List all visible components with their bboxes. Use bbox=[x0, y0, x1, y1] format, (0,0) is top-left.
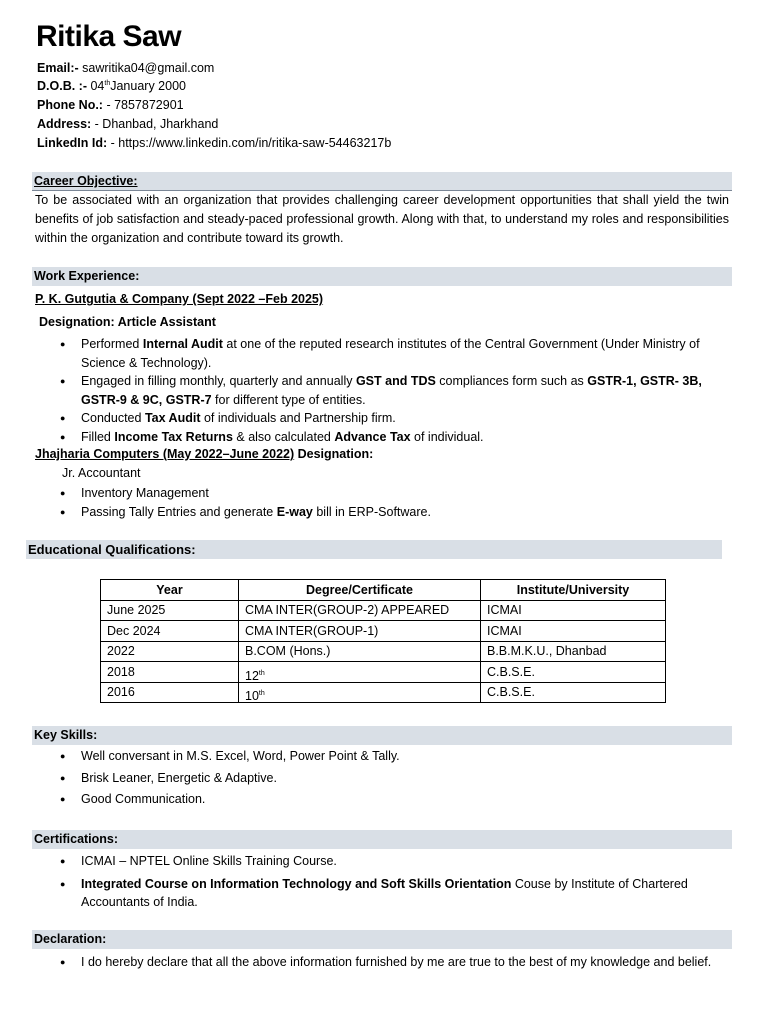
linkedin-value[interactable]: - https://www.linkedin.com/in/ritika-saw-54463217b bbox=[107, 136, 392, 150]
dob-line bbox=[37, 79, 186, 93]
key-skills-heading bbox=[32, 726, 732, 745]
designation-2-label: Designation: bbox=[294, 447, 374, 461]
list-item: ● Passing Tally Entries and generate E-way bill in ERP-Software. bbox=[57, 503, 717, 522]
list-item: ● Well conversant in M.S. Excel, Word, Power Point & Tally. bbox=[57, 746, 717, 768]
list-item: ● Performed Internal Audit at one of the reputed research institutes of the Central Government (Under Ministry of Science & Technology). bbox=[57, 335, 717, 372]
designation-1: Designation: Article Assistant bbox=[39, 315, 216, 329]
phone-line bbox=[37, 98, 184, 112]
table-row bbox=[101, 621, 666, 642]
candidate-name: Ritika Saw bbox=[36, 20, 182, 53]
table-row bbox=[101, 641, 666, 662]
work-bullets-2 bbox=[57, 484, 717, 521]
declaration-title: Declaration: bbox=[34, 932, 107, 946]
certifications-list bbox=[57, 852, 717, 912]
list-item: ● Good Communication. bbox=[57, 789, 717, 811]
certifications-title: Certifications: bbox=[34, 832, 119, 846]
skills-list bbox=[57, 746, 717, 811]
table-row bbox=[101, 600, 666, 621]
cell-institute: B.B.M.K.U., Dhanbad bbox=[481, 641, 666, 662]
designation-2-value: Jr. Accountant bbox=[62, 466, 141, 480]
dob-suffix: th bbox=[104, 79, 111, 87]
list-item: ● I do hereby declare that all the above information furnished by me are true to the best of my knowledge and belief. bbox=[57, 953, 717, 972]
phone-value: - 7857872901 bbox=[102, 98, 184, 112]
cell-institute: C.B.S.E. bbox=[481, 662, 666, 683]
education-heading bbox=[26, 540, 722, 559]
dob-day: 04 bbox=[87, 79, 105, 93]
key-skills-title: Key Skills: bbox=[34, 728, 98, 742]
cell-institute: ICMAI bbox=[481, 600, 666, 621]
work-experience-heading bbox=[32, 267, 732, 286]
list-item: ● Conducted Tax Audit of individuals and Partnership firm. bbox=[57, 409, 717, 428]
education-title: Educational Qualifications: bbox=[28, 542, 196, 557]
linkedin-line bbox=[37, 136, 391, 150]
cell-degree: CMA INTER(GROUP-2) APPEARED bbox=[239, 600, 481, 621]
table-row bbox=[101, 682, 666, 703]
career-objective-title: Career Objective: bbox=[34, 174, 138, 188]
address-value: - Dhanbad, Jharkhand bbox=[91, 117, 219, 131]
cell-year: June 2025 bbox=[101, 600, 239, 621]
column-header-degree: Degree/Certificate bbox=[239, 580, 481, 601]
list-item: ● ICMAI – NPTEL Online Skills Training Course. bbox=[57, 852, 717, 871]
email-label: Email:- bbox=[37, 61, 79, 75]
email-value: sawritika04@gmail.com bbox=[78, 61, 215, 75]
column-header-year: Year bbox=[101, 580, 239, 601]
linkedin-label: LinkedIn Id: bbox=[37, 136, 108, 150]
education-table bbox=[100, 579, 666, 703]
company-2-line bbox=[35, 447, 373, 461]
declaration-list bbox=[57, 953, 717, 972]
list-item: ● Engaged in filling monthly, quarterly and annually GST and TDS compliances form such as GSTR-1, GSTR- 3B, GSTR-9 & 9C, GSTR-7 for different type of entities. bbox=[57, 372, 717, 409]
cell-year: 2016 bbox=[101, 682, 239, 703]
cell-institute: ICMAI bbox=[481, 621, 666, 642]
phone-label: Phone No.: bbox=[37, 98, 103, 112]
cell-degree: 12th bbox=[239, 662, 481, 683]
certifications-heading bbox=[32, 830, 732, 849]
cell-year: 2018 bbox=[101, 662, 239, 683]
cell-year: Dec 2024 bbox=[101, 621, 239, 642]
table-header-row bbox=[101, 580, 666, 601]
cell-degree: B.COM (Hons.) bbox=[239, 641, 481, 662]
cell-degree: CMA INTER(GROUP-1) bbox=[239, 621, 481, 642]
email-line bbox=[37, 61, 214, 75]
table-row bbox=[101, 662, 666, 683]
cell-degree: 10th bbox=[239, 682, 481, 703]
company-1: P. K. Gutgutia & Company (Sept 2022 –Feb 2025) bbox=[35, 292, 324, 306]
list-item: ● Brisk Leaner, Energetic & Adaptive. bbox=[57, 768, 717, 790]
list-item: ● Integrated Course on Information Technology and Soft Skills Orientation Couse by Institute of Chartered Accountants of India. bbox=[57, 875, 717, 912]
work-bullets-1 bbox=[57, 335, 717, 446]
declaration-heading bbox=[32, 930, 732, 949]
career-objective-heading bbox=[32, 172, 732, 191]
address-line bbox=[37, 117, 218, 131]
list-item: ● Inventory Management bbox=[57, 484, 717, 503]
cell-year: 2022 bbox=[101, 641, 239, 662]
cell-institute: C.B.S.E. bbox=[481, 682, 666, 703]
column-header-institute: Institute/University bbox=[481, 580, 666, 601]
company-2: Jhajharia Computers (May 2022–June 2022) bbox=[35, 447, 295, 461]
dob-rest: January 2000 bbox=[110, 79, 186, 93]
list-item: ● Filled Income Tax Returns & also calculated Advance Tax of individual. bbox=[57, 428, 717, 447]
dob-label: D.O.B. :- bbox=[37, 79, 87, 93]
address-label: Address: bbox=[37, 117, 92, 131]
career-objective-text: To be associated with an organization that provides challenging career development opportunities that shall yield the twin benefits of job satisfaction and steady-paced professional growth. Along with that, to understand my roles and responsibilities within the organization and contribute toward its growth. bbox=[35, 193, 729, 245]
work-experience-title: Work Experience: bbox=[34, 269, 140, 283]
